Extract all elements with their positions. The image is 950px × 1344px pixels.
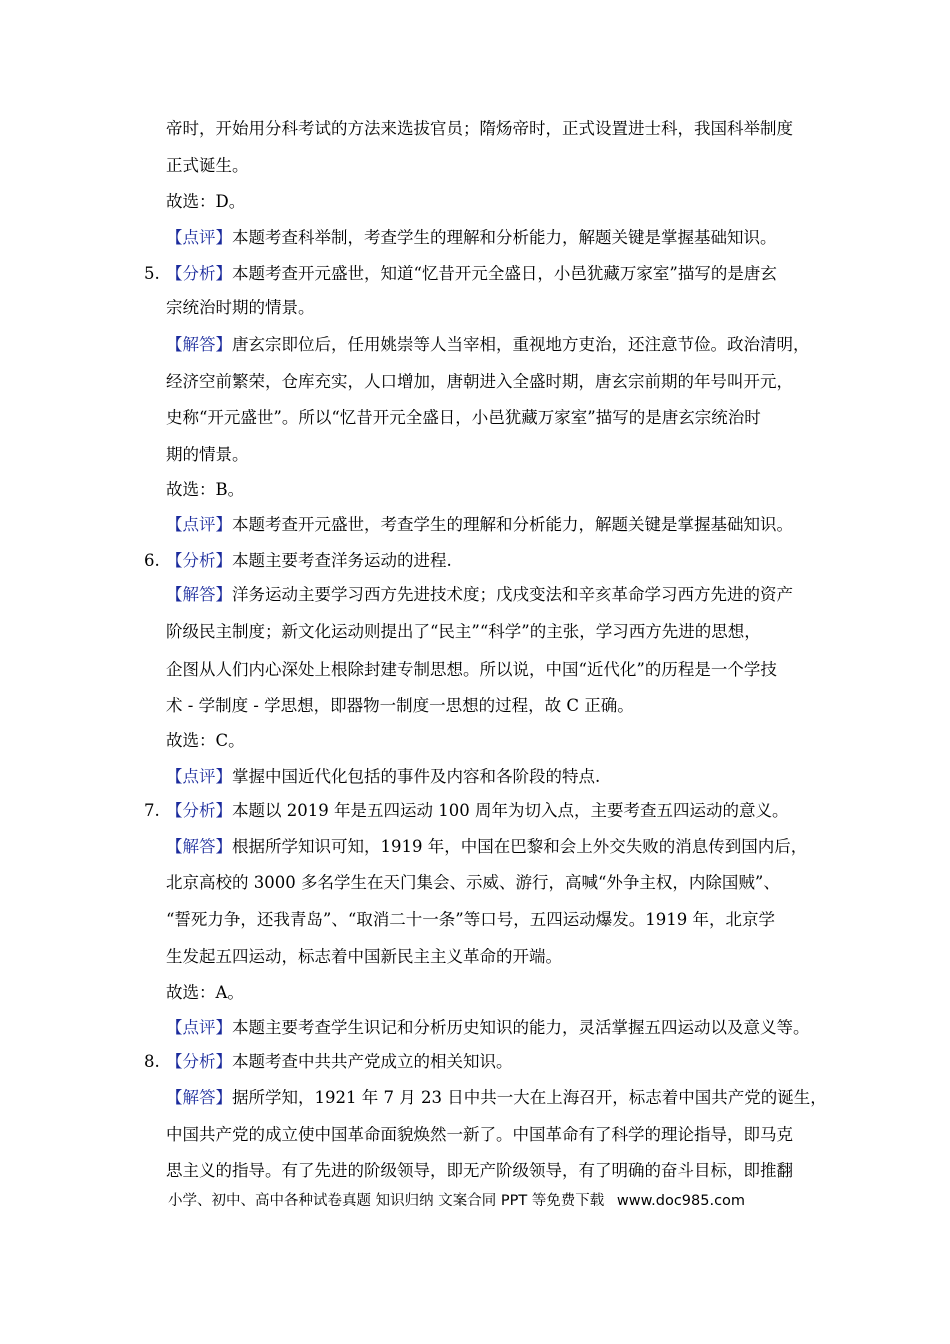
analysis-tag: 【分析】 <box>166 801 232 820</box>
question-number: 7. <box>144 801 160 820</box>
answer-choice: 故选：A。 <box>166 983 244 1002</box>
answer-line: 【解答】据所学知，1921 年 7 月 23 日中共一大在上海召开，标志着中国共产党的诞生， <box>166 1088 827 1107</box>
paragraph-line: 北京高校的 3000 多名学生在天门集会、示威、游行，高喊“外争主权，内除国贼”、 <box>166 873 780 892</box>
analysis-line: 【分析】本题主要考查洋务运动的进程. <box>166 551 452 570</box>
paragraph-line: 中国共产党的成立使中国革命面貌焕然一新了。中国革命有了科学的理论指导，即马克 <box>166 1125 793 1144</box>
comment-line: 【点评】本题考查科举制，考查学生的理解和分析能力，解题关键是掌握基础知识。 <box>166 228 777 247</box>
analysis-tag: 【分析】 <box>166 264 232 283</box>
paragraph-line: 阶级民主制度；新文化运动则提出了“民主”“科学”的主张，学习西方先进的思想， <box>166 622 761 641</box>
paragraph-line: 史称“开元盛世”。所以“忆昔开元全盛日，小邑犹藏万家室”描写的是唐玄宗统治时 <box>166 408 761 427</box>
comment-line: 【点评】本题考查开元盛世，考查学生的理解和分析能力，解题关键是掌握基础知识。 <box>166 515 793 534</box>
paragraph-line: 正式诞生。 <box>166 156 249 175</box>
paragraph-line: 帝时，开始用分科考试的方法来选拔官员；隋炀帝时，正式设置进士科，我国科举制度 <box>166 119 793 138</box>
paragraph-line: “誓死力争，还我青岛”、“取消二十一条”等口号，五四运动爆发。1919 年，北京学 <box>166 910 775 929</box>
paragraph-line: 宗统治时期的情景。 <box>166 298 315 317</box>
answer-tag: 【解答】 <box>166 1088 232 1107</box>
comment-tag: 【点评】 <box>166 1018 232 1037</box>
question-number: 5. <box>144 264 160 283</box>
question-number: 8. <box>144 1052 160 1071</box>
answer-choice: 故选：D。 <box>166 192 246 211</box>
answer-choice: 故选：B。 <box>166 480 245 499</box>
answer-choice: 故选：C。 <box>166 731 245 750</box>
paragraph-line: 术 - 学制度 - 学思想，即器物一制度一思想的过程，故 C 正确。 <box>166 696 634 715</box>
analysis-tag: 【分析】 <box>166 551 232 570</box>
paragraph-line: 思主义的指导。有了先进的阶级领导，即无产阶级领导，有了明确的奋斗目标，即推翻 <box>166 1161 793 1180</box>
analysis-line: 【分析】本题考查中共共产党成立的相关知识。 <box>166 1052 513 1071</box>
answer-tag: 【解答】 <box>166 837 232 856</box>
comment-tag: 【点评】 <box>166 767 232 786</box>
footer-link[interactable]: www.doc985.com <box>616 1193 746 1209</box>
comment-tag: 【点评】 <box>166 515 232 534</box>
answer-line: 【解答】洋务运动主要学习西方先进技术度；戊戌变法和辛亥革命学习西方先进的资产 <box>166 585 793 604</box>
analysis-line: 【分析】本题考查开元盛世，知道“忆昔开元全盛日，小邑犹藏万家室”描写的是唐玄 <box>166 264 777 283</box>
answer-line: 【解答】唐玄宗即位后，任用姚崇等人当宰相，重视地方吏治，还注意节俭。政治清明， <box>166 335 810 354</box>
answer-line: 【解答】根据所学知识可知，1919 年，中国在巴黎和会上外交失败的消息传到国内后， <box>166 837 808 856</box>
paragraph-line: 期的情景。 <box>166 445 249 464</box>
question-number: 6. <box>144 551 160 570</box>
paragraph-line: 经济空前繁荣，仓库充实，人口增加，唐朝进入全盛时期，唐玄宗前期的年号叫开元， <box>166 372 793 391</box>
comment-line: 【点评】本题主要考查学生识记和分析历史知识的能力，灵活掌握五四运动以及意义等。 <box>166 1018 810 1037</box>
answer-tag: 【解答】 <box>166 585 232 604</box>
answer-tag: 【解答】 <box>166 335 232 354</box>
footer-text: 小学、初中、高中各种试卷真题 知识归纳 文案合同 PPT 等免费下载 <box>168 1193 605 1209</box>
comment-tag: 【点评】 <box>166 228 232 247</box>
analysis-tag: 【分析】 <box>166 1052 232 1071</box>
paragraph-line: 企图从人们内心深处上根除封建专制思想。所以说，中国“近代化”的历程是一个学技 <box>166 660 777 679</box>
analysis-line: 【分析】本题以 2019 年是五四运动 100 周年为切入点，主要考查五四运动的意义。 <box>166 801 789 820</box>
comment-line: 【点评】掌握中国近代化包括的事件及内容和各阶段的特点. <box>166 767 601 786</box>
paragraph-line: 生发起五四运动，标志着中国新民主主义革命的开端。 <box>166 947 562 966</box>
footer-banner <box>168 1191 745 1211</box>
